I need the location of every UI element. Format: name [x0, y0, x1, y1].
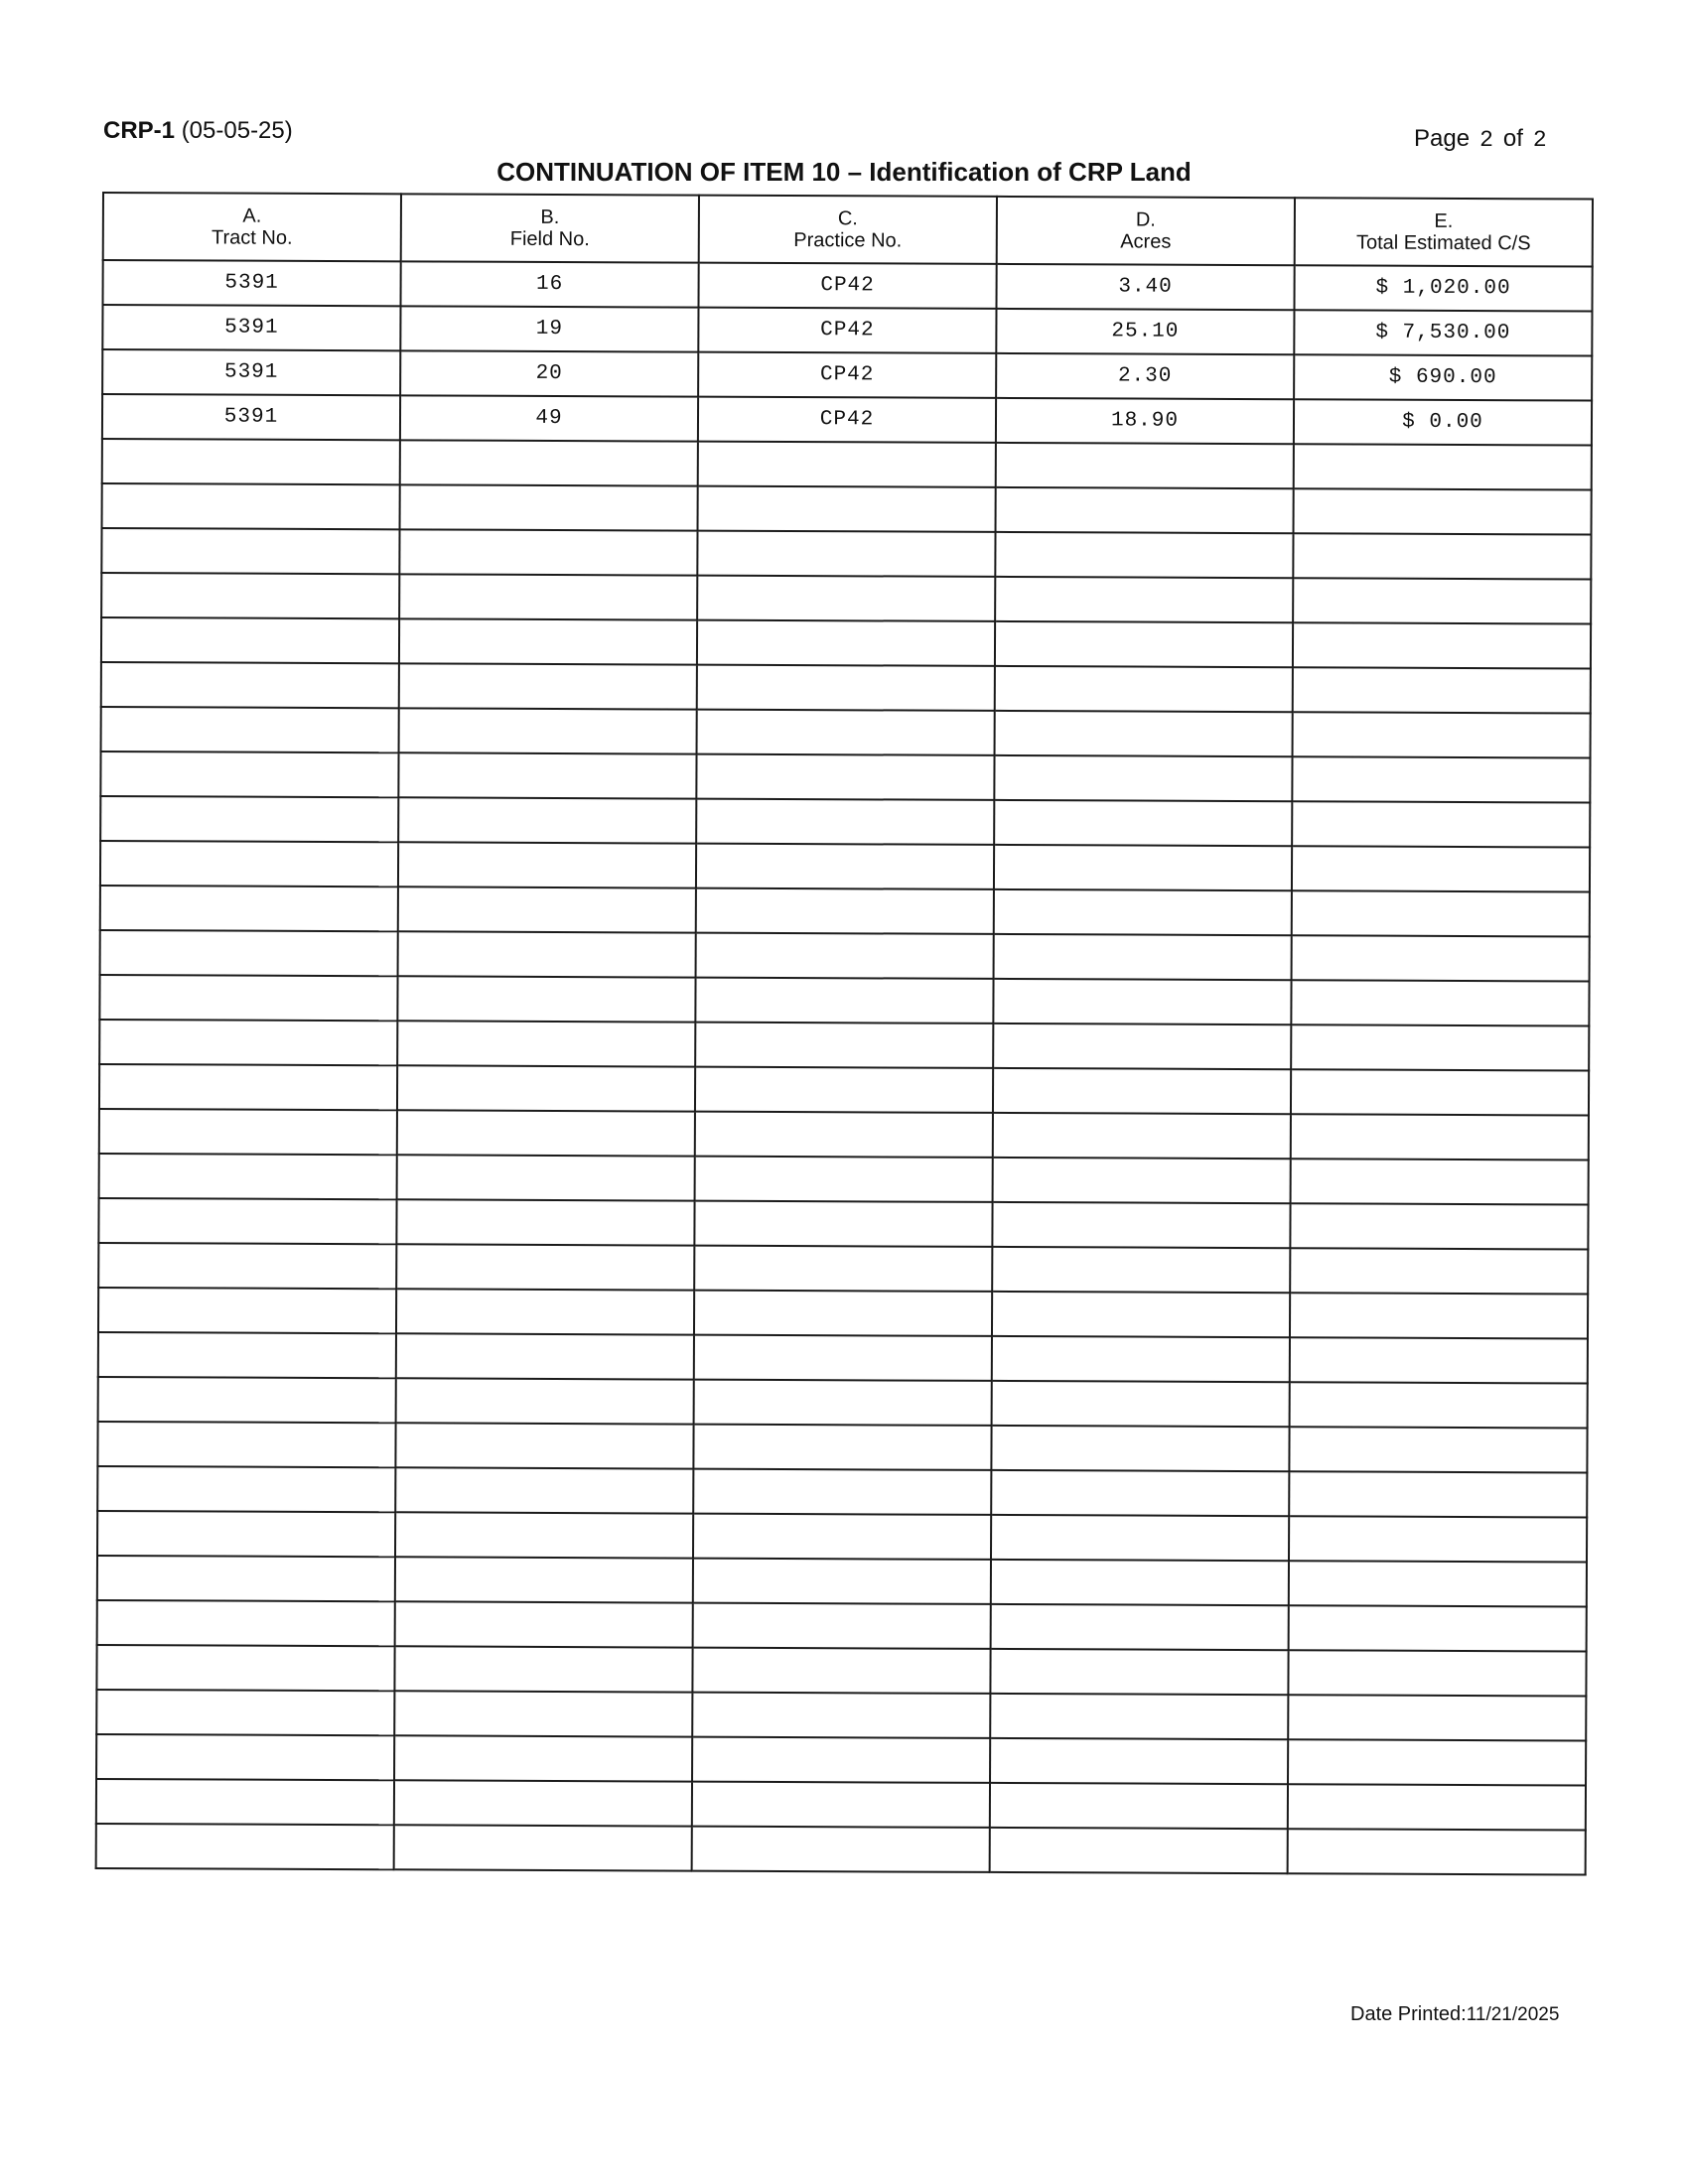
field-cell [396, 1244, 694, 1290]
total-cs-cell [1291, 1159, 1589, 1204]
acres-cell [990, 1649, 1288, 1695]
empty-table-row [96, 1824, 1586, 1875]
acres-cell [994, 889, 1292, 935]
tract-cell [96, 1645, 394, 1691]
practice-cell [693, 1559, 991, 1604]
acres-cell [991, 1470, 1289, 1516]
practice-cell [693, 1425, 991, 1470]
field-cell [399, 618, 697, 664]
empty-table-row [97, 1600, 1587, 1652]
empty-table-row [97, 1466, 1587, 1518]
empty-table-row [97, 1511, 1587, 1563]
total-cs-cell: $ 7,530.00 [1294, 310, 1592, 355]
empty-table-row [102, 439, 1592, 490]
table-row [102, 305, 1592, 356]
acres-cell [995, 711, 1293, 756]
column-letter: C. [837, 207, 858, 230]
form-identifier [103, 117, 293, 145]
empty-table-row [99, 1154, 1589, 1205]
tract-cell [98, 1243, 396, 1289]
empty-table-row [101, 662, 1591, 714]
total-cs-cell [1289, 1561, 1587, 1606]
column-header-total-cs [1295, 198, 1593, 266]
crp-land-table [95, 192, 1594, 1876]
tract-cell [97, 1556, 395, 1601]
form-code: CRP-1 [103, 117, 176, 144]
tract-cell [98, 1332, 396, 1378]
column-header-practice [699, 196, 997, 264]
field-cell [398, 931, 696, 977]
practice-cell: CP42 [698, 397, 996, 443]
field-cell [399, 529, 697, 575]
field-cell [396, 1199, 694, 1245]
tract-cell [97, 1422, 395, 1467]
empty-table-row [98, 1377, 1588, 1429]
empty-table-row [96, 1779, 1586, 1831]
total-cs-cell [1288, 1650, 1586, 1696]
field-cell: 20 [400, 350, 698, 396]
empty-table-row [99, 1064, 1589, 1116]
tract-cell [97, 1466, 395, 1512]
acres-cell [995, 666, 1293, 712]
tract-cell [100, 841, 398, 887]
acres-cell [993, 1024, 1291, 1069]
field-cell [396, 1333, 694, 1379]
acres-cell: 25.10 [996, 309, 1294, 354]
practice-cell [696, 933, 994, 979]
empty-table-row [99, 1109, 1589, 1160]
total-cs-cell [1291, 980, 1589, 1025]
field-cell [398, 752, 696, 798]
page-total: 2 [1532, 127, 1547, 153]
total-cs-cell [1294, 444, 1592, 489]
empty-table-row [101, 528, 1591, 580]
tract-cell [99, 1064, 397, 1110]
empty-table-row [101, 617, 1591, 669]
empty-table-row [101, 573, 1591, 624]
total-cs-cell [1289, 1516, 1587, 1562]
tract-cell [99, 1154, 397, 1199]
acres-cell [993, 1158, 1291, 1203]
acres-cell [994, 845, 1292, 890]
acres-cell [995, 621, 1293, 667]
tract-cell [101, 528, 399, 574]
total-cs-cell [1288, 1829, 1586, 1874]
field-cell [395, 1601, 693, 1647]
page-label: Page [1414, 125, 1471, 152]
field-cell [394, 1780, 692, 1826]
total-cs-cell [1289, 1605, 1587, 1651]
field-cell: 16 [400, 261, 698, 307]
practice-cell: CP42 [698, 263, 996, 309]
tract-cell [99, 975, 397, 1021]
acres-cell [994, 755, 1292, 801]
date-printed-value: 11/21/2025 [1466, 2004, 1560, 2025]
practice-cell [692, 1648, 990, 1694]
total-cs-cell [1288, 1695, 1586, 1740]
practice-cell [698, 442, 996, 487]
tract-cell [101, 573, 399, 618]
column-letter: B. [540, 205, 560, 229]
field-cell: 49 [400, 395, 698, 441]
practice-cell [695, 1067, 993, 1113]
empty-table-row [100, 886, 1590, 937]
total-cs-cell [1293, 622, 1591, 668]
acres-cell [996, 487, 1294, 533]
table-header-row [103, 193, 1593, 267]
acres-cell [991, 1515, 1289, 1561]
total-cs-cell [1290, 1203, 1588, 1249]
page-of-label: of [1502, 125, 1523, 152]
field-cell [394, 1825, 692, 1870]
field-cell [396, 1289, 694, 1334]
tract-cell [97, 1600, 395, 1646]
total-cs-cell [1292, 801, 1590, 847]
practice-cell [692, 1693, 990, 1738]
tract-cell [98, 1198, 396, 1244]
empty-table-row [100, 930, 1590, 982]
practice-cell [695, 1023, 993, 1068]
empty-table-row [102, 483, 1592, 535]
column-label: Tract No. [211, 226, 293, 249]
practice-cell [693, 1603, 991, 1649]
acres-cell [991, 1560, 1289, 1605]
column-letter: E. [1434, 209, 1454, 232]
acres-cell [992, 1336, 1290, 1382]
field-cell [397, 1021, 695, 1066]
practice-cell [695, 978, 993, 1024]
total-cs-cell [1293, 712, 1591, 757]
tract-cell [101, 662, 399, 708]
practice-cell [694, 1380, 992, 1426]
empty-table-row [99, 1020, 1589, 1071]
empty-table-row [96, 1734, 1586, 1786]
column-letter: A. [242, 205, 262, 227]
field-cell [398, 797, 696, 843]
tract-cell [99, 1020, 397, 1065]
tract-cell [97, 1511, 395, 1557]
practice-cell [697, 710, 995, 755]
empty-table-row [101, 707, 1591, 758]
form-revision: (05-05-25) [181, 117, 293, 144]
acres-cell [990, 1738, 1288, 1784]
field-cell [397, 1110, 695, 1156]
practice-cell: CP42 [698, 308, 996, 353]
practice-cell [695, 1112, 993, 1158]
practice-cell [693, 1469, 991, 1515]
tract-cell: 5391 [103, 260, 401, 306]
practice-cell [697, 665, 995, 711]
empty-table-row [96, 1645, 1586, 1697]
tract-cell [96, 1779, 394, 1825]
tract-cell: 5391 [102, 349, 400, 395]
total-cs-cell [1292, 846, 1590, 891]
acres-cell [992, 1292, 1290, 1337]
field-cell [397, 1065, 695, 1111]
tract-cell [100, 886, 398, 931]
field-cell [394, 1691, 692, 1736]
acres-cell: 3.40 [996, 264, 1294, 310]
empty-table-row [99, 975, 1589, 1026]
total-cs-cell [1294, 488, 1592, 534]
total-cs-cell [1290, 1382, 1588, 1428]
acres-cell [991, 1604, 1289, 1650]
acres-cell: 2.30 [996, 353, 1294, 399]
total-cs-cell: $ 690.00 [1294, 354, 1592, 400]
practice-cell [694, 1246, 992, 1292]
total-cs-cell [1290, 1337, 1588, 1383]
practice-cell [696, 844, 994, 889]
tract-cell [100, 751, 398, 797]
page-indicator [1414, 125, 1547, 153]
empty-table-row [96, 1690, 1586, 1741]
field-cell [398, 842, 696, 887]
tract-cell: 5391 [102, 394, 400, 440]
field-cell [397, 1155, 695, 1200]
practice-cell [698, 486, 996, 532]
practice-cell [696, 888, 994, 934]
total-cs-cell: $ 1,020.00 [1294, 265, 1592, 311]
empty-table-row [97, 1422, 1587, 1473]
total-cs-cell [1291, 1069, 1589, 1115]
practice-cell [692, 1782, 990, 1828]
acres-cell [994, 800, 1292, 846]
column-label: Total Estimated C/S [1355, 231, 1531, 255]
field-cell: 19 [400, 306, 698, 351]
tract-cell [96, 1824, 394, 1869]
empty-table-row [98, 1288, 1588, 1339]
acres-cell [992, 1381, 1290, 1427]
column-header-tract [103, 193, 401, 261]
field-cell [394, 1735, 692, 1781]
total-cs-cell [1292, 935, 1590, 981]
column-header-acres [997, 197, 1295, 265]
practice-cell [696, 799, 994, 845]
tract-cell [102, 439, 400, 484]
practice-cell [697, 531, 995, 577]
acres-cell [990, 1694, 1288, 1739]
tract-cell [99, 1109, 397, 1155]
field-cell [396, 1378, 694, 1424]
empty-table-row [100, 841, 1590, 892]
table-row [102, 394, 1592, 446]
total-cs-cell [1288, 1784, 1586, 1830]
practice-cell: CP42 [698, 352, 996, 398]
empty-table-row [98, 1332, 1588, 1384]
empty-table-row [97, 1556, 1587, 1607]
column-letter: D. [1135, 208, 1156, 231]
total-cs-cell [1291, 1114, 1589, 1160]
tract-cell [98, 1288, 396, 1333]
acres-cell [995, 532, 1293, 578]
field-cell [395, 1512, 693, 1558]
field-cell [400, 440, 698, 485]
acres-cell [991, 1426, 1289, 1471]
table-row [102, 349, 1592, 401]
column-header-field [401, 194, 699, 262]
total-cs-cell [1289, 1427, 1587, 1472]
field-cell [395, 1557, 693, 1602]
practice-cell [697, 576, 995, 621]
column-label: Field No. [509, 227, 590, 251]
acres-cell [990, 1783, 1288, 1829]
field-cell [394, 1646, 692, 1692]
table-body [96, 260, 1593, 1875]
total-cs-cell [1293, 533, 1591, 579]
total-cs-cell [1290, 1293, 1588, 1338]
tract-cell [96, 1690, 394, 1735]
practice-cell [694, 1335, 992, 1381]
empty-table-row [98, 1243, 1588, 1295]
date-printed [1350, 2003, 1559, 2026]
acres-cell [992, 1247, 1290, 1293]
total-cs-cell [1291, 1024, 1589, 1070]
practice-cell [694, 1201, 992, 1247]
practice-cell [696, 754, 994, 800]
tract-cell [102, 483, 400, 529]
acres-cell [992, 1202, 1290, 1248]
practice-cell [692, 1737, 990, 1783]
field-cell [399, 708, 697, 753]
practice-cell [695, 1157, 993, 1202]
acres-cell [995, 577, 1293, 622]
acres-cell [996, 443, 1294, 488]
field-cell [398, 887, 696, 932]
acres-cell: 18.90 [996, 398, 1294, 444]
field-cell [395, 1423, 693, 1468]
field-cell [399, 663, 697, 709]
date-printed-label: Date Printed: [1350, 2003, 1467, 2025]
total-cs-cell [1288, 1739, 1586, 1785]
acres-cell [993, 1068, 1291, 1114]
total-cs-cell [1293, 667, 1591, 713]
page-title: CONTINUATION OF ITEM 10 – Identification of CRP Land [496, 157, 1192, 187]
empty-table-row [100, 751, 1590, 803]
table-row [103, 260, 1593, 312]
column-label: Practice No. [793, 229, 903, 252]
tract-cell [98, 1377, 396, 1423]
practice-cell [697, 620, 995, 666]
page-current: 2 [1479, 127, 1493, 153]
field-cell [397, 976, 695, 1022]
tract-cell [96, 1734, 394, 1780]
empty-table-row [98, 1198, 1588, 1250]
total-cs-cell: $ 0.00 [1294, 399, 1592, 445]
empty-table-row [100, 796, 1590, 848]
practice-cell [693, 1514, 991, 1560]
acres-cell [994, 934, 1292, 980]
tract-cell [100, 930, 398, 976]
total-cs-cell [1290, 1248, 1588, 1294]
tract-cell [100, 796, 398, 842]
tract-cell [101, 617, 399, 663]
tract-cell [101, 707, 399, 752]
practice-cell [694, 1291, 992, 1336]
total-cs-cell [1293, 578, 1591, 623]
acres-cell [993, 1113, 1291, 1159]
column-label: Acres [1120, 230, 1172, 253]
total-cs-cell [1292, 890, 1590, 936]
field-cell [395, 1467, 693, 1513]
practice-cell [692, 1827, 990, 1872]
acres-cell [990, 1828, 1288, 1873]
acres-cell [993, 979, 1291, 1024]
total-cs-cell [1292, 756, 1590, 802]
tract-cell: 5391 [102, 305, 400, 350]
field-cell [399, 574, 697, 619]
field-cell [400, 484, 698, 530]
total-cs-cell [1289, 1471, 1587, 1517]
